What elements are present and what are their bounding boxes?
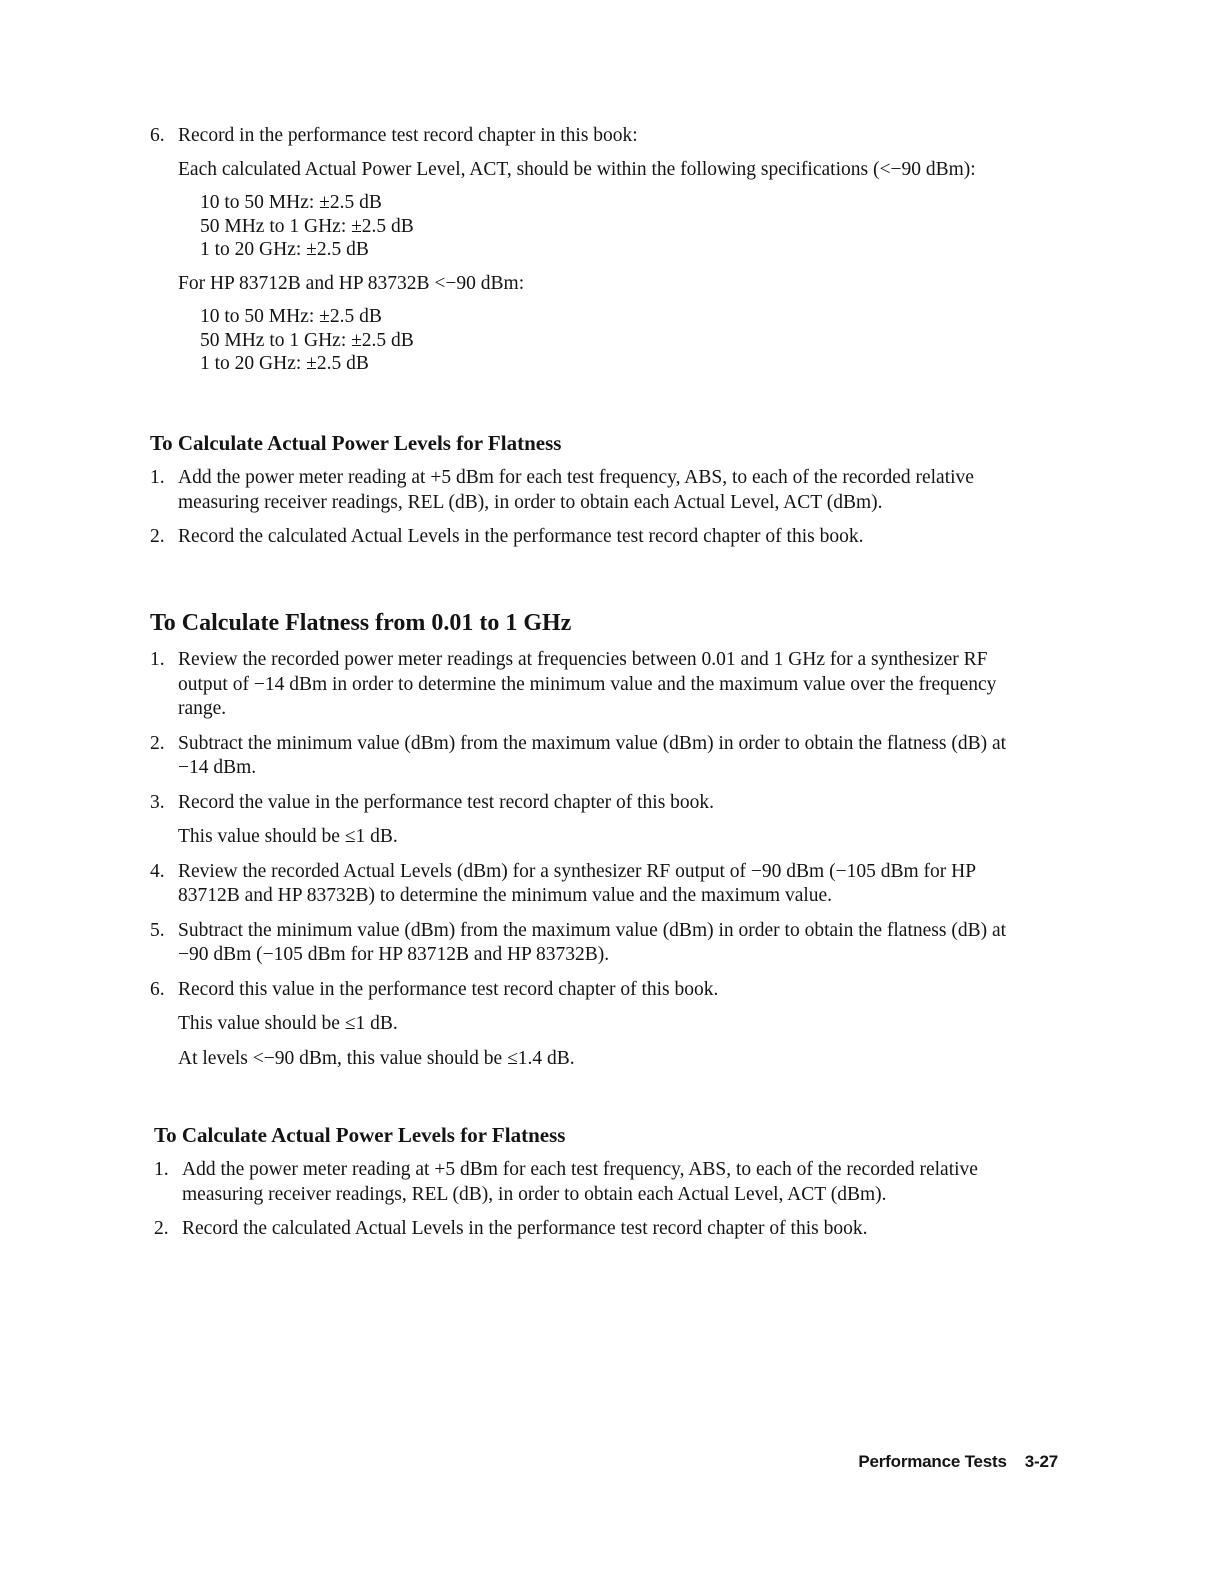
step-number: 1. bbox=[150, 467, 165, 488]
step-number: 4. bbox=[150, 860, 165, 882]
step-6-low-level-note: At levels <−90 dBm, this value should be ≤1.4 dB. bbox=[178, 1047, 575, 1069]
step-number: 2. bbox=[150, 732, 165, 754]
section-heading: To Calculate Actual Power Levels for Flatness bbox=[150, 431, 562, 455]
step-6-record bbox=[150, 124, 1030, 149]
step-text: Record the value in the performance test record chapter of this book. bbox=[178, 791, 715, 813]
step-text: Record the calculated Actual Levels in the performance test record chapter of this book. bbox=[182, 1218, 868, 1239]
spec-line: 10 to 50 MHz: ±2.5 dB bbox=[200, 192, 382, 213]
step-number: 1. bbox=[150, 649, 165, 670]
page-footer bbox=[858, 1452, 1058, 1472]
step-text: Add the power meter reading at +5 dBm for each test frequency, ABS, to each of the recorded relative measuring receiver readings, REL (dB), in order to obtain each Actual Level, ACT (dBm). bbox=[178, 467, 974, 513]
step-5 bbox=[150, 919, 1028, 968]
section-heading: To Calculate Actual Power Levels for Flatness bbox=[154, 1123, 566, 1147]
step-6-note: This value should be ≤1 dB. bbox=[178, 1013, 398, 1034]
spec-list-standard bbox=[200, 191, 1030, 262]
step-2 bbox=[150, 525, 1030, 550]
spec-intro-paragraph: Each calculated Actual Power Level, ACT, should be within the following specifications (<−90 dBm): bbox=[178, 158, 976, 180]
section-heading: To Calculate Flatness from 0.01 to 1 GHz bbox=[150, 610, 572, 636]
record-specifications-block bbox=[150, 124, 1030, 376]
step-2 bbox=[150, 732, 1028, 781]
step-text: Add the power meter reading at +5 dBm for each test frequency, ABS, to each of the recorded relative measuring receiver readings, REL (dB), in order to obtain each Actual Level, ACT (dBm). bbox=[182, 1159, 978, 1205]
step-2 bbox=[154, 1217, 1034, 1242]
step-text: Review the recorded Actual Levels (dBm) for a synthesizer RF output of −90 dBm (−105 dBm for HP 83712B and HP 83732B) to determine the minimum value and the maximum value. bbox=[178, 860, 976, 906]
step-number: 2. bbox=[154, 1218, 169, 1239]
step-3-note: This value should be ≤1 dB. bbox=[178, 826, 398, 847]
step-6 bbox=[150, 978, 1030, 1003]
spec-line: 50 MHz to 1 GHz: ±2.5 dB bbox=[200, 215, 414, 237]
step-number: 6. bbox=[150, 125, 165, 146]
spec-line: 1 to 20 GHz: ±2.5 dB bbox=[200, 353, 369, 374]
step-text: Record this value in the performance test record chapter of this book. bbox=[178, 978, 719, 1000]
step-number: 3. bbox=[150, 791, 165, 813]
spec-line: 10 to 50 MHz: ±2.5 dB bbox=[200, 306, 382, 327]
page-number: 3-27 bbox=[1024, 1452, 1058, 1471]
step-number: 5. bbox=[150, 919, 165, 941]
step-4 bbox=[150, 860, 988, 909]
step-text: Subtract the minimum value (dBm) from the maximum value (dBm) in order to obtain the flatness (dB) at −90 dBm (−105 dBm for HP 83712B and HP 83732B). bbox=[178, 919, 1007, 965]
spec-line: 50 MHz to 1 GHz: ±2.5 dB bbox=[200, 329, 414, 351]
step-number: 1. bbox=[154, 1159, 169, 1180]
actual-power-section-1 bbox=[150, 430, 1030, 550]
step-1 bbox=[150, 648, 1008, 722]
step-text: Record in the performance test record chapter in this book: bbox=[178, 125, 638, 146]
step-text: Review the recorded power meter readings at frequencies between 0.01 and 1 GHz for a synthesizer RF output of −14 dBm in order to determine the minimum value and the maximum value over the frequency range. bbox=[178, 649, 997, 719]
spec-model-paragraph: For HP 83712B and HP 83732B <−90 dBm: bbox=[178, 272, 525, 294]
footer-section-title: Performance Tests bbox=[858, 1452, 1007, 1471]
spec-list-models bbox=[200, 305, 1030, 376]
spec-line: 1 to 20 GHz: ±2.5 dB bbox=[200, 239, 369, 260]
step-number: 2. bbox=[150, 526, 165, 547]
step-text: Record the calculated Actual Levels in the performance test record chapter of this book. bbox=[178, 526, 864, 547]
step-1 bbox=[154, 1158, 1012, 1207]
step-number: 6. bbox=[150, 978, 165, 1000]
step-3 bbox=[150, 791, 1030, 816]
actual-power-section-2 bbox=[154, 1122, 1034, 1242]
flatness-section bbox=[150, 608, 1030, 1071]
step-text: Subtract the minimum value (dBm) from the maximum value (dBm) in order to obtain the flatness (dB) at −14 dBm. bbox=[178, 732, 1007, 778]
step-1 bbox=[150, 466, 1008, 515]
